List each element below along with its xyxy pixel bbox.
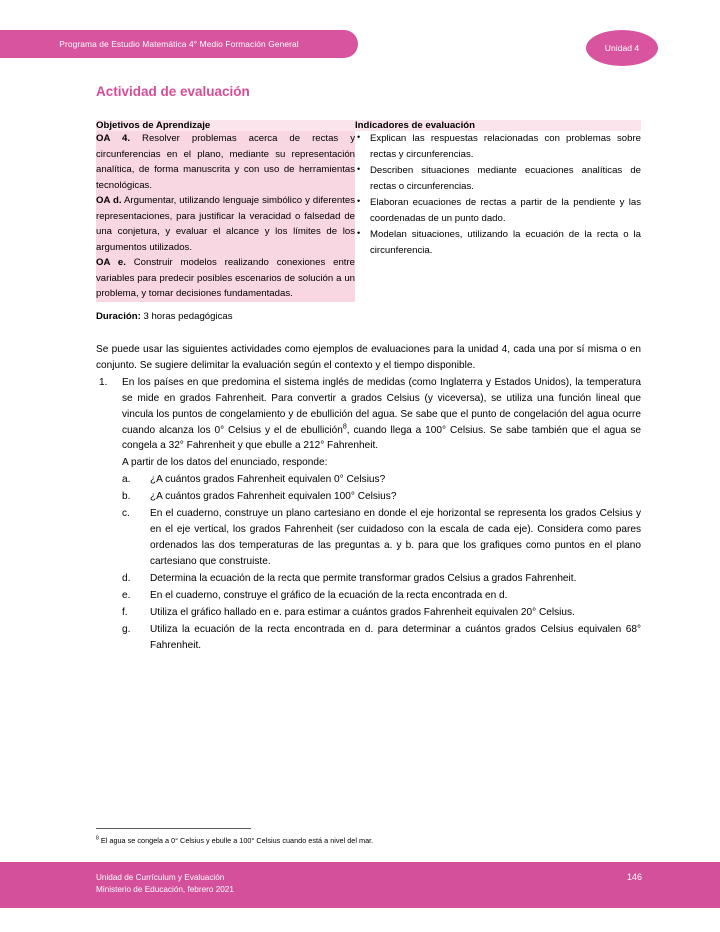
- objective-item: [96, 255, 355, 302]
- subitem-text: Utiliza la ecuación de la recta encontrada en d. para determinar a cuántos grados Celsius equivalen 68° Fahrenheit.: [150, 623, 641, 651]
- indicator-text: Modelan situaciones, utilizando la ecuación de la recta o la circunferencia.: [370, 229, 641, 256]
- activity-number: 1.: [99, 376, 108, 388]
- list-item: [96, 622, 641, 654]
- indicator-text: Elaboran ecuaciones de rectas a partir de la pendiente y las coordenadas de un punto dado.: [370, 197, 641, 224]
- footnote-text: El agua se congela a 0° Celsius y ebulle a 100° Celsius cuando está a nivel del mar.: [98, 836, 374, 845]
- table-header-indicators: Indicadores de evaluación: [355, 120, 641, 131]
- unit-badge: [586, 30, 658, 66]
- bullet-icon: •: [357, 196, 361, 207]
- objective-item: [96, 131, 355, 193]
- table-header-row: [96, 120, 641, 131]
- activity-statement: [96, 375, 641, 455]
- table-body-row: [96, 131, 641, 302]
- list-item: [96, 605, 641, 621]
- list-item: [355, 227, 641, 258]
- header-banner: [0, 30, 358, 58]
- objective-text: Construir modelos realizando conexiones entre variables para predecir posibles escenarios de solución a un problema, y tomar decisiones fundamentadas.: [96, 257, 355, 300]
- bullet-icon: •: [357, 228, 361, 239]
- list-item: [355, 195, 641, 226]
- subitem-text: ¿A cuántos grados Fahrenheit equivalen 0° Celsius?: [150, 474, 386, 486]
- list-item: [96, 506, 641, 570]
- objectives-indicators-table: [96, 120, 641, 302]
- page-number: 146: [626, 872, 642, 882]
- activity-subitems: [96, 472, 641, 653]
- intro-paragraph: Se puede usar las siguientes actividades como ejemplos de evaluaciones para la unidad 4, cada una por sí misma o en conjunto. Se sugiere delimitar la evaluación según el contexto y el tiempo disponible.: [96, 343, 641, 371]
- list-item: [355, 131, 641, 162]
- objective-text: Resolver problemas acerca de rectas y circunferencias en el plano, mediante su representación analítica, de forma manuscrita y con uso de herramientas tecnológicas.: [96, 133, 356, 191]
- footer-line-2: Ministerio de Educación, febrero 2021: [96, 885, 234, 895]
- footer-organization: [96, 872, 234, 897]
- footnote-reference: 8: [342, 423, 347, 431]
- list-item: [96, 571, 641, 587]
- page-footer: [0, 862, 720, 908]
- bullet-icon: •: [357, 132, 361, 142]
- subitem-text: En el cuaderno, construye el gráfico de la ecuación de la recta encontrada en d.: [150, 589, 508, 601]
- activities-list: [96, 375, 641, 654]
- duration-label: Duración:: [96, 310, 141, 322]
- objective-tag: OA 4.: [96, 133, 131, 144]
- objectives-cell: [96, 131, 355, 302]
- subitem-text: Utiliza el gráfico hallado en e. para estimar a cuántos grados Fahrenheit equivalen 20° Celsius.: [150, 606, 575, 618]
- duration-line: [96, 311, 641, 322]
- indicators-cell: [355, 131, 641, 302]
- bullet-icon: •: [357, 164, 361, 175]
- subitem-marker: g.: [122, 623, 131, 635]
- subitems-lead-in: A partir de los datos del enunciado, responde:: [122, 457, 328, 469]
- footnote-marker: 8: [96, 835, 99, 842]
- subitem-text: En el cuaderno, construye un plano cartesiano en donde el eje horizontal se representa los grados Celsius y en el eje vertical, los grados Fahrenheit (ser cuidadoso con la escala de cada eje). Considera como pares ordenados las dos temperaturas de las preguntas a. y b. para que los grafiques como puntos en el plano cartesiano que construiste.: [150, 508, 641, 568]
- indicator-text: Describen situaciones mediante ecuaciones analíticas de rectas o circunferencias.: [370, 165, 641, 192]
- indicators-list: [355, 131, 641, 258]
- list-item: [355, 163, 641, 194]
- table-header-objectives: Objetivos de Aprendizaje: [96, 120, 355, 131]
- activity-statement-part2: , cuando llega a 100° Celsius. Se sabe también que el agua se congela a 32° Fahrenheit y que ebulle a 212° Fahrenheit.: [122, 424, 641, 452]
- footer-line-1: Unidad de Currículum y Evaluación: [96, 873, 225, 882]
- footnote-separator: [96, 828, 251, 829]
- subitem-marker: f.: [122, 606, 128, 618]
- page-title: Actividad de evaluación: [96, 84, 250, 99]
- objective-tag: OA d.: [96, 195, 122, 207]
- subitem-marker: c.: [122, 508, 130, 520]
- unit-badge-label: Unidad 4: [604, 43, 640, 53]
- duration-value: 3 horas pedagógicas: [140, 310, 233, 322]
- objective-item: [96, 193, 355, 255]
- subitem-text: Determina la ecuación de la recta que permite transformar grados Celsius a grados Fahrenheit.: [150, 572, 577, 584]
- indicator-text: Explican las respuestas relacionadas con problemas sobre rectas y circunferencias.: [370, 133, 641, 160]
- list-item: [96, 489, 641, 505]
- subitem-marker: a.: [122, 474, 131, 486]
- header-banner-label: Programa de Estudio Matemática 4° Medio Formación General: [59, 39, 299, 49]
- activity-statement-part1: En los países en que predomina el sistema inglés de medidas (como Inglaterra y Estados Unidos), la temperatura se mide en grados Fahrenheit. Para convertir a grados Celsius (y viceversa), se utiliza una función lineal que vincula los puntos de congelamiento y de ebullición del agua. Se sabe que el punto de congelación del agua ocurre cuando alcanza los 0° Celsius y el de ebullición: [122, 376, 641, 436]
- objective-tag: OA e.: [96, 257, 126, 269]
- list-item: [96, 472, 641, 488]
- subitem-marker: b.: [122, 491, 131, 503]
- subitem-text: ¿A cuántos grados Fahrenheit equivalen 100° Celsius?: [150, 491, 397, 503]
- list-item: [96, 588, 641, 604]
- objective-text: Argumentar, utilizando lenguaje simbólico y diferentes representaciones, para justificar la veracidad o falsedad de una conjetura, y evaluar el alcance y los límites de los argumentos utilizados.: [96, 195, 355, 253]
- footnote: [96, 836, 641, 847]
- subitem-marker: e.: [122, 589, 131, 601]
- subitem-marker: d.: [122, 572, 131, 584]
- page-content: [96, 120, 641, 654]
